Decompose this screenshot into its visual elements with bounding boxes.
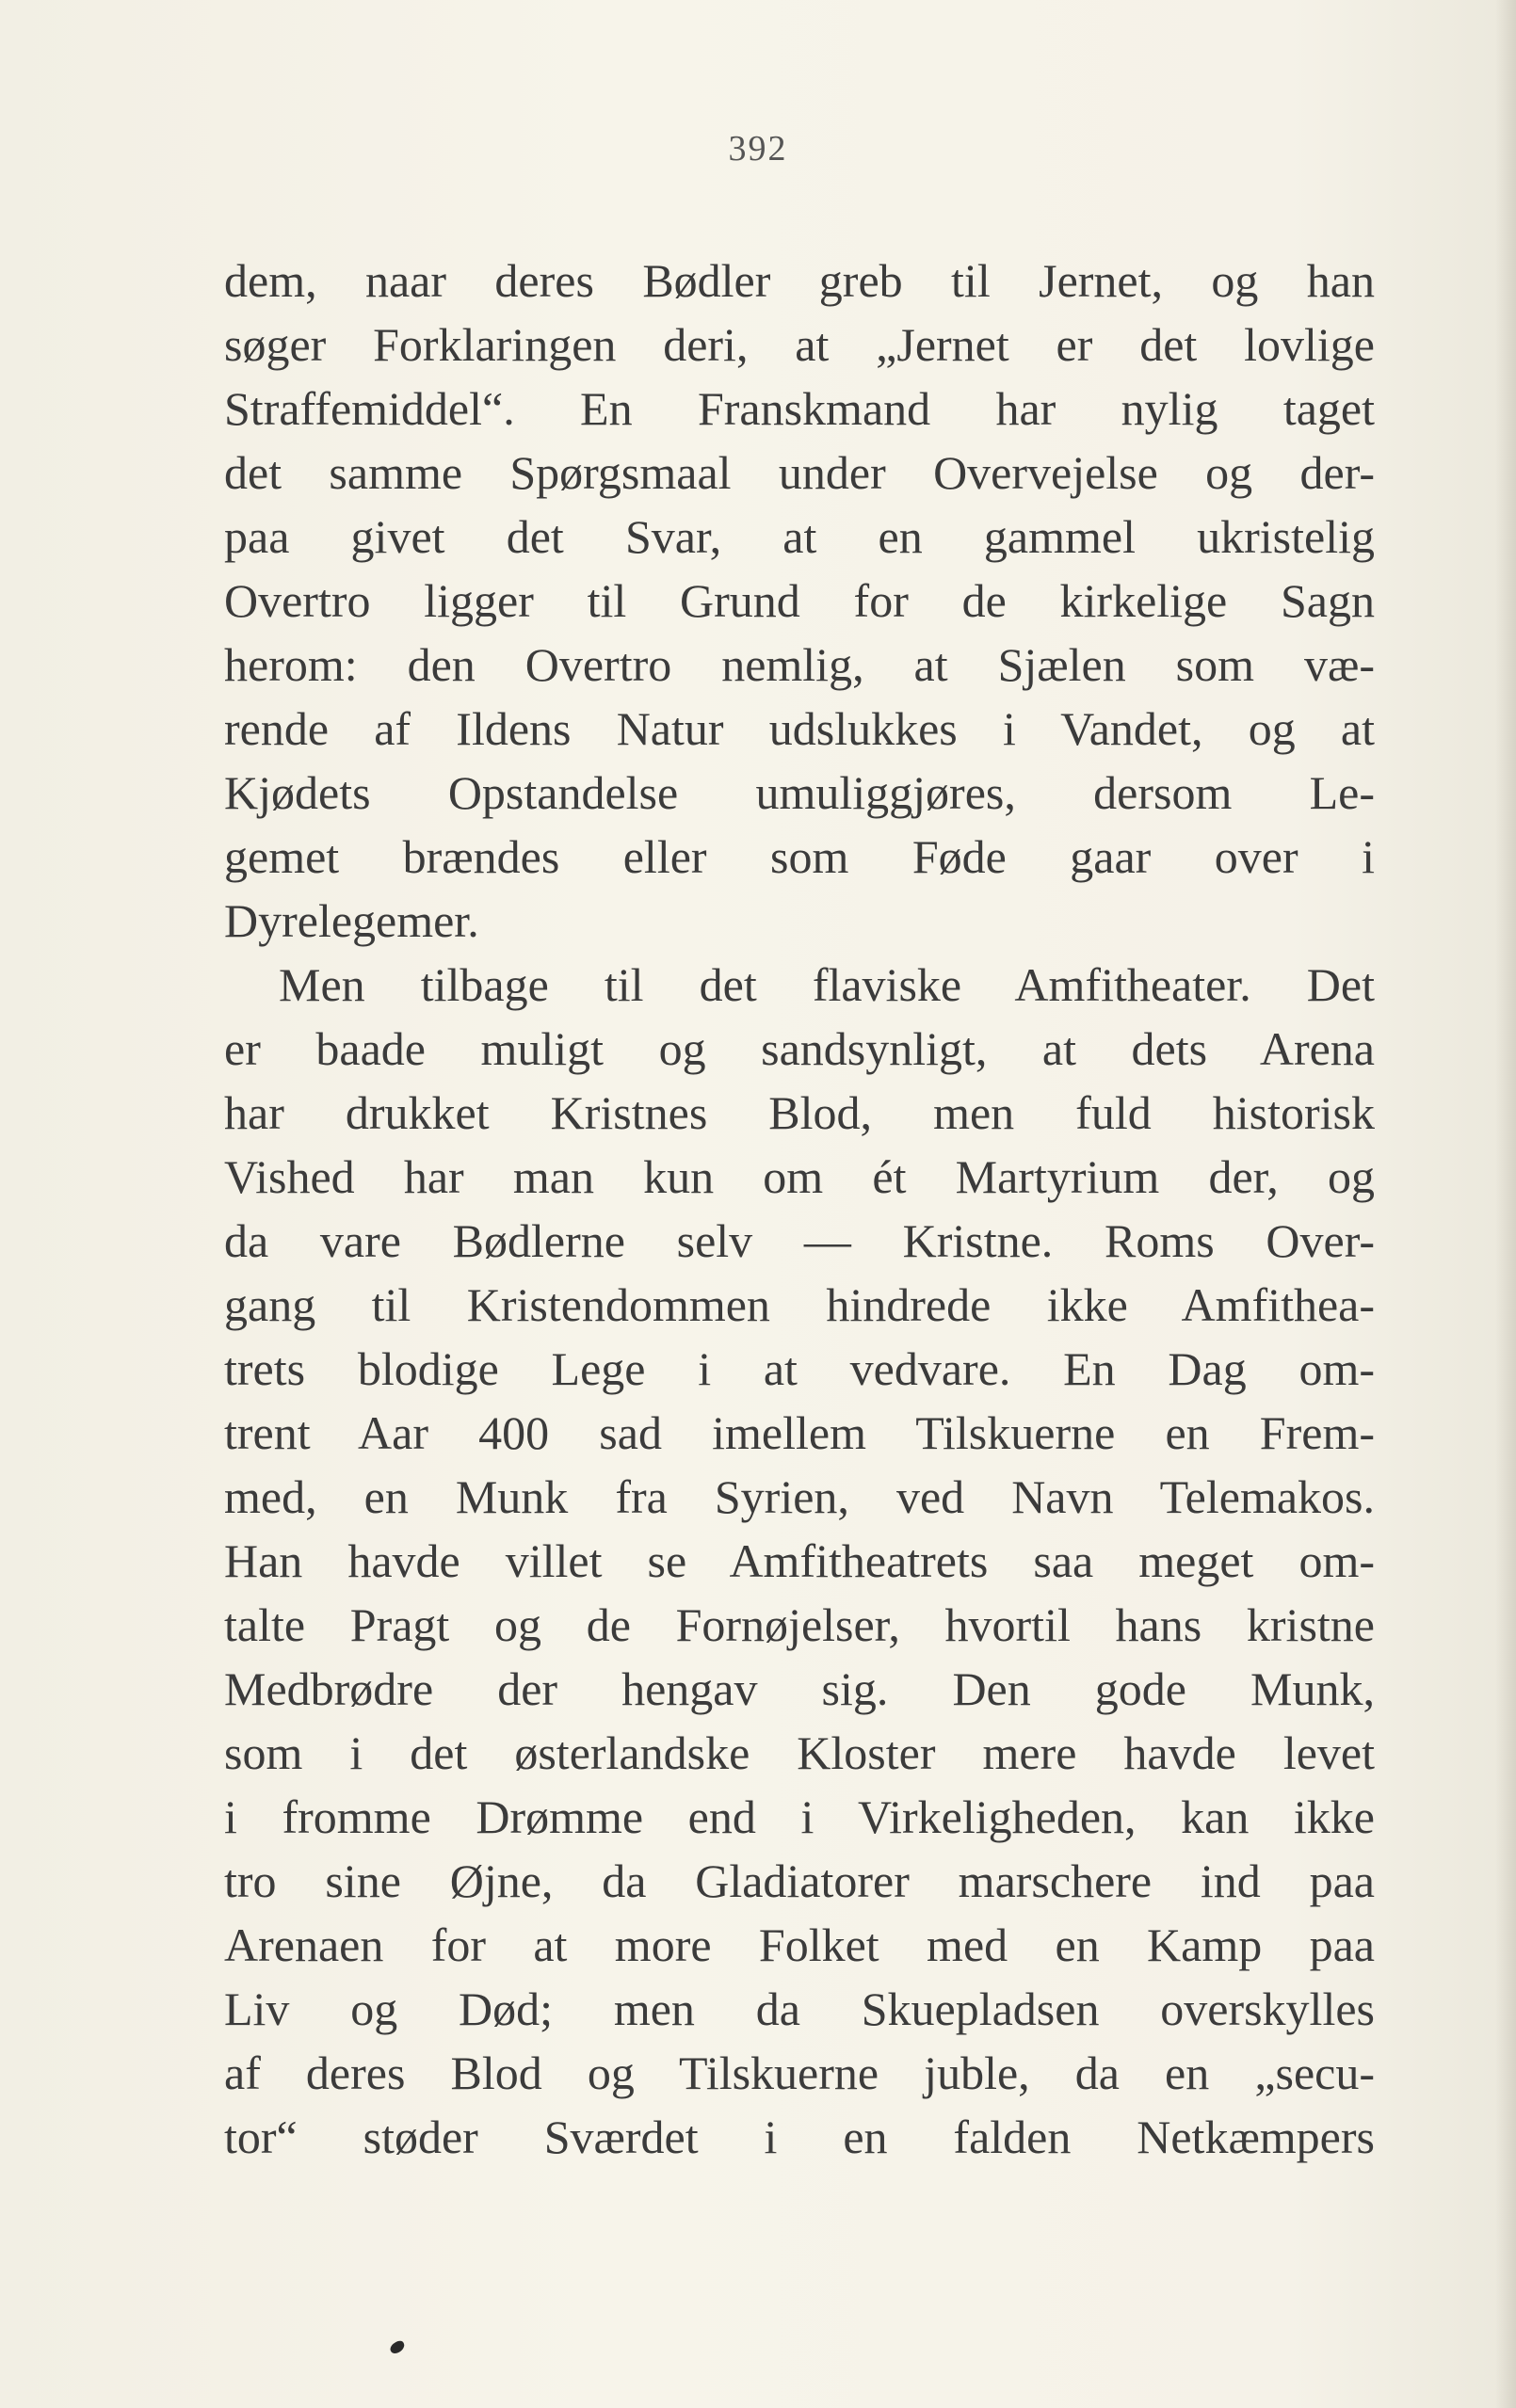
text-line: Liv og Død; men da Skuepladsen overskylles [224, 1983, 1375, 2035]
paragraph-start-line: Men tilbage til det flaviske Amfitheater. Det [279, 958, 1375, 1011]
text-line: søger Forklaringen deri, at „Jernet er det lovlige [224, 318, 1375, 371]
text-line: gemet brændes eller som Føde gaar over i [224, 830, 1375, 883]
text-line: tor“ støder Sværdet i en falden Netkæmpers [224, 2111, 1375, 2163]
text-line: er baade muligt og sandsynligt, at dets Arena [224, 1022, 1375, 1075]
ink-speck-mark [388, 2339, 406, 2356]
text-line: Han havde villet se Amfitheatrets saa meget om- [224, 1534, 1375, 1587]
text-line: herom: den Overtro nemlig, at Sjælen som væ- [224, 638, 1375, 691]
text-line: Kjødets Opstandelse umuliggjøres, dersom Le- [224, 766, 1375, 819]
paragraph-end-line: Dyrelegemer. [224, 894, 479, 947]
text-line: trent Aar 400 sad imellem Tilskuerne en Frem- [224, 1406, 1375, 1459]
text-line: som i det østerlandske Kloster mere havde levet [224, 1726, 1375, 1779]
text-line: trets blodige Lege i at vedvare. En Dag om- [224, 1342, 1375, 1395]
body-text [224, 249, 1375, 2169]
text-line: Overtro ligger til Grund for de kirkelige Sagn [224, 574, 1375, 627]
text-line: Vished har man kun om ét Martyrium der, og [224, 1150, 1375, 1203]
text-line: gang til Kristendommen hindrede ikke Amfithea- [224, 1278, 1375, 1331]
page-edge-shadow [1495, 0, 1516, 2408]
text-line: dem, naar deres Bødler greb til Jernet, og han [224, 254, 1375, 307]
text-line: med, en Munk fra Syrien, ved Navn Telemakos. [224, 1470, 1375, 1523]
text-line: Arenaen for at more Folket med en Kamp paa [224, 1918, 1375, 1971]
text-line: tro sine Øjne, da Gladiatorer marschere ind paa [224, 1854, 1375, 1907]
text-line: talte Pragt og de Fornøjelser, hvortil hans kristne [224, 1598, 1375, 1651]
text-line: da vare Bødlerne selv — Kristne. Roms Over- [224, 1214, 1375, 1267]
text-line: har drukket Kristnes Blod, men fuld historisk [224, 1086, 1375, 1139]
page-number: 392 [728, 129, 788, 169]
text-line: af deres Blod og Tilskuerne juble, da en „secu- [224, 2047, 1375, 2099]
text-line: Straffemiddel“. En Franskmand har nylig taget [224, 382, 1375, 435]
text-line: rende af Ildens Natur udslukkes i Vandet, og at [224, 702, 1375, 755]
text-line: det samme Spørgsmaal under Overvejelse og der- [224, 446, 1375, 499]
text-line: Medbrødre der hengav sig. Den gode Munk, [224, 1662, 1375, 1715]
text-line: paa givet det Svar, at en gammel ukristelig [224, 510, 1375, 563]
text-line: i fromme Drømme end i Virkeligheden, kan ikke [224, 1790, 1375, 1843]
